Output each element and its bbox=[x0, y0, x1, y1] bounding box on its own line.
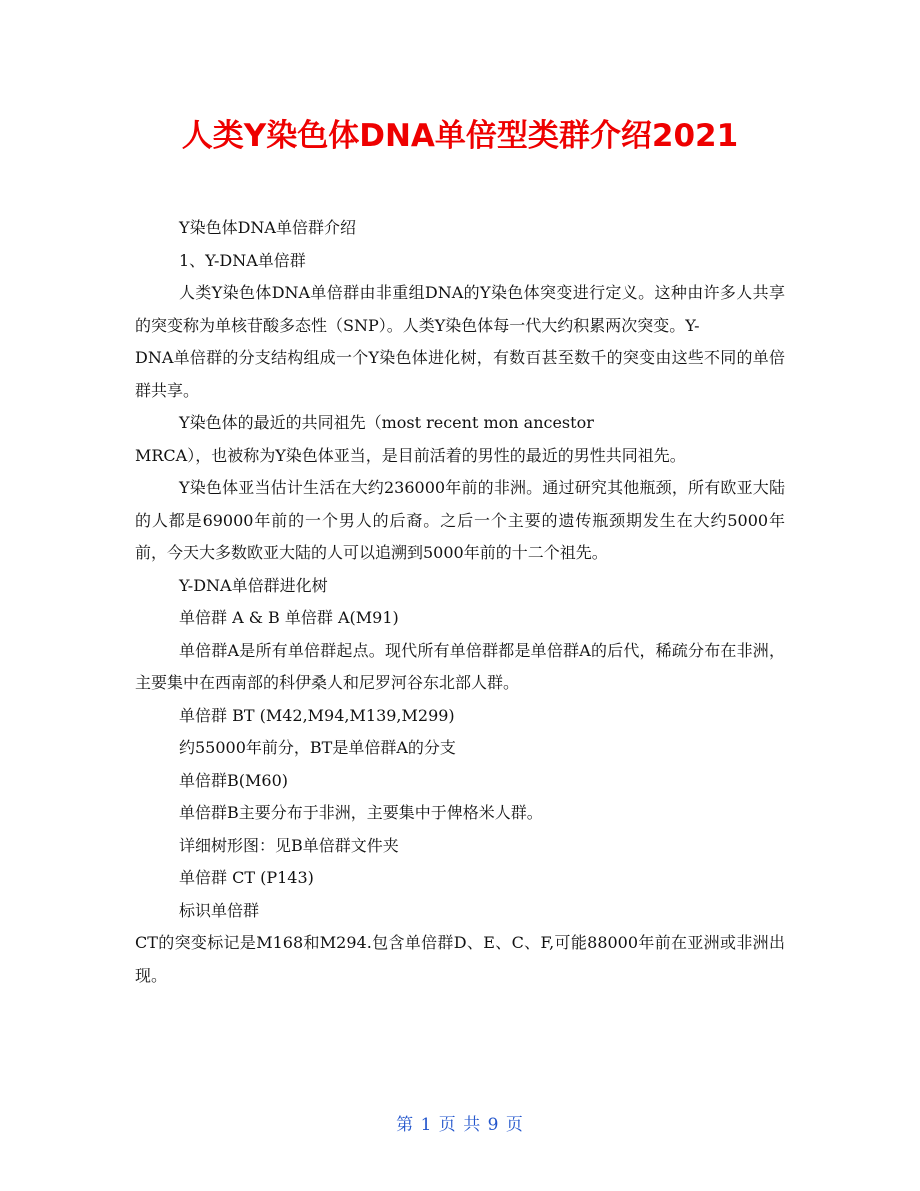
paragraph: 单倍群 A & B 单倍群 A(M91) bbox=[179, 608, 399, 627]
paragraph: Y染色体亚当估计生活在大约236000年前的非洲。通过研究其他瓶颈，所有欧亚大陆的人都是69000年前的一个男人的后裔。之后一个主要的遗传瓶颈期发生在大约5000年前，今天大多数欧亚大陆的人可以追溯到5000年前的十二个祖先。 bbox=[135, 478, 785, 562]
paragraph: DNA单倍群的分支结构组成一个Y染色体进化树，有数百甚至数千的突变由这些不同的单倍群共享。 bbox=[135, 348, 785, 400]
page-number-footer: 第 1 页 共 9 页 bbox=[396, 1115, 524, 1135]
paragraph: Y-DNA单倍群进化树 bbox=[179, 575, 328, 595]
paragraph: 人类Y染色体DNA单倍群由非重组DNA的Y染色体突变进行定义。这种由许多人共享的突变称为单核苷酸多态性（SNP）。人类Y染色体每一代大约积累两次突变。Y- bbox=[135, 283, 785, 335]
document-body bbox=[135, 212, 785, 992]
paragraph: 标识单倍群 bbox=[179, 900, 260, 920]
paragraph: MRCA），也被称为Y染色体亚当，是目前活着的男性的最近的男性共同祖先。 bbox=[135, 445, 686, 465]
paragraph: Y染色体DNA单倍群介绍 bbox=[179, 218, 356, 237]
paragraph: 单倍群A是所有单倍群起点。现代所有单倍群都是单倍群A的后代，稀疏分布在非洲，主要集中在西南部的科伊桑人和尼罗河谷东北部人群。 bbox=[135, 640, 785, 692]
paragraph: Y染色体的最近的共同祖先（most recent mon ancestor bbox=[179, 413, 594, 432]
paragraph: 1、Y-DNA单倍群 bbox=[179, 250, 306, 270]
paragraph: 单倍群B(M60) bbox=[179, 770, 288, 790]
paragraph: 单倍群B主要分布于非洲，主要集中于俾格米人群。 bbox=[179, 803, 543, 822]
paragraph: 约55000年前分，BT是单倍群A的分支 bbox=[179, 738, 456, 757]
paragraph: 单倍群 BT (M42,M94,M139,M299) bbox=[179, 705, 455, 725]
paragraph: 详细树形图：见B单倍群文件夹 bbox=[179, 835, 399, 855]
paragraph: CT的突变标记是M168和M294.包含单倍群D、E、C、F,可能88000年前在亚洲或非洲出现。 bbox=[135, 933, 785, 985]
document-title: 人类Y染色体DNA单倍型类群介绍2021 bbox=[181, 118, 739, 154]
paragraph: 单倍群 CT (P143) bbox=[179, 868, 314, 887]
